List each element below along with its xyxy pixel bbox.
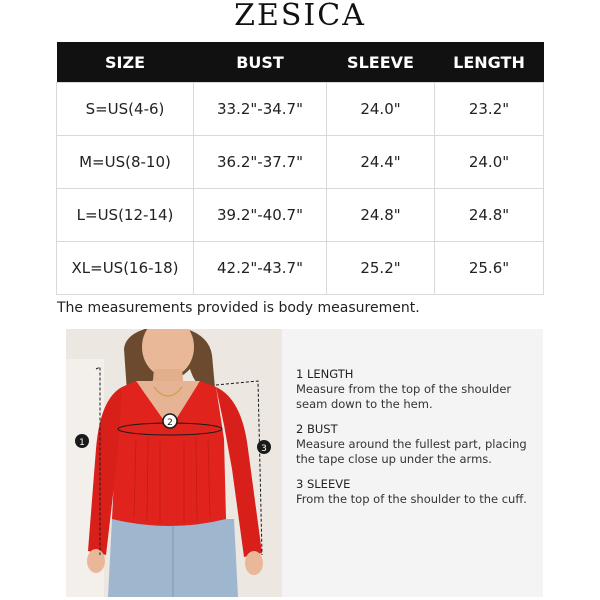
model-illustration <box>66 329 282 597</box>
instruction-sleeve <box>296 477 536 507</box>
model-photo <box>66 329 282 597</box>
size-cell: S=US(4-6) <box>57 83 194 136</box>
column-header-size: SIZE <box>57 42 194 83</box>
table-row <box>57 189 544 242</box>
marker-bust-label: 2 <box>167 418 173 428</box>
sleeve-cell: 24.4" <box>327 136 435 189</box>
instruction-bust <box>296 422 536 467</box>
instruction-heading: 2 BUST <box>296 422 338 436</box>
table-row <box>57 83 544 136</box>
sleeve-cell: 24.8" <box>327 189 435 242</box>
marker-sleeve <box>257 440 271 454</box>
length-cell: 24.8" <box>435 189 544 242</box>
marker-bust <box>163 414 177 428</box>
table-row <box>57 136 544 189</box>
instruction-text: From the top of the shoulder to the cuff. <box>296 492 527 506</box>
measurement-guide-panel <box>66 329 543 597</box>
instruction-heading: 1 LENGTH <box>296 367 354 381</box>
sleeve-cell: 25.2" <box>327 242 435 295</box>
table-header-row <box>57 42 544 83</box>
instruction-length <box>296 367 536 412</box>
bust-cell: 39.2"-40.7" <box>194 189 327 242</box>
instruction-heading: 3 SLEEVE <box>296 477 351 491</box>
bust-cell: 42.2"-43.7" <box>194 242 327 295</box>
size-chart-table <box>56 42 544 295</box>
column-header-sleeve: SLEEVE <box>327 42 435 83</box>
measurement-instructions <box>296 367 536 517</box>
length-cell: 24.0" <box>435 136 544 189</box>
length-cell: 23.2" <box>435 83 544 136</box>
length-cell: 25.6" <box>435 242 544 295</box>
table-row <box>57 242 544 295</box>
marker-length-label: 1 <box>79 438 85 448</box>
column-header-bust: BUST <box>194 42 327 83</box>
bust-cell: 36.2"-37.7" <box>194 136 327 189</box>
brand-logo: ZESICA <box>234 0 366 33</box>
sleeve-cell: 24.0" <box>327 83 435 136</box>
instruction-text: Measure around the fullest part, placing the tape close up under the arms. <box>296 437 527 466</box>
bust-cell: 33.2"-34.7" <box>194 83 327 136</box>
column-header-length: LENGTH <box>435 42 544 83</box>
instruction-text: Measure from the top of the shoulder seam down to the hem. <box>296 382 512 411</box>
marker-sleeve-label: 3 <box>261 444 267 454</box>
size-cell: XL=US(16-18) <box>57 242 194 295</box>
size-cell: L=US(12-14) <box>57 189 194 242</box>
marker-length <box>75 434 89 448</box>
size-cell: M=US(8-10) <box>57 136 194 189</box>
measurement-note: The measurements provided is body measurement. <box>57 300 420 316</box>
